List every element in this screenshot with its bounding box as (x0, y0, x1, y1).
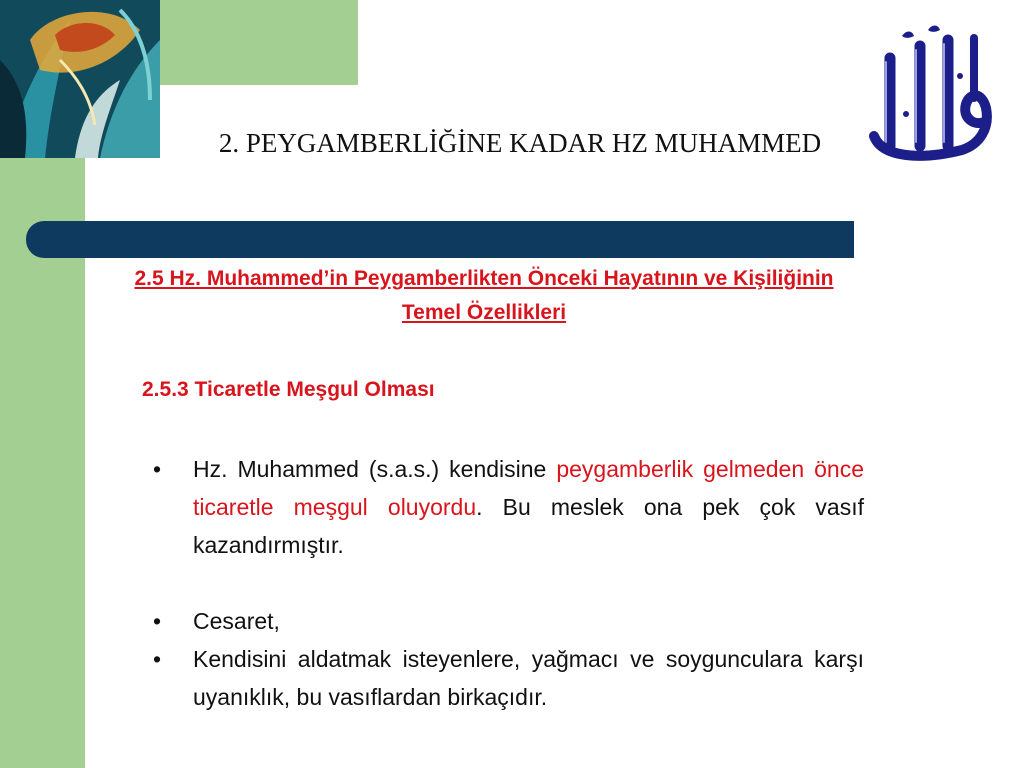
bullet-icon: • (153, 608, 162, 634)
bullet-list (150, 450, 864, 716)
bullet-text: Cesaret, (193, 608, 280, 634)
bullet-text-start: Hz. Muhammed (s.a.s.) kendisine (193, 456, 557, 482)
bullet-text-highlight: peygamberlik gelmeden önce ticaretle meşgul oluyordu (193, 456, 864, 520)
corner-art-image (0, 0, 160, 158)
bullet-icon: • (153, 456, 162, 482)
bullet-item (150, 640, 864, 716)
bullet-item (150, 450, 864, 564)
slide-subtitle: 2.5 Hz. Muhammed’in Peygamberlikten Önceki Hayatının ve Kişiliğinin Temel Özellikleri (134, 267, 834, 324)
bullet-item (150, 602, 864, 640)
bullet-text-end: . Bu meslek ona pek çok vasıf kazandırmıştır. (193, 494, 865, 558)
title-divider-bar (26, 221, 854, 258)
bullet-text: Kendisini aldatmak isteyenlere, yağmacı ve soygunculara karşı uyanıklık, bu vasıflardan birkaçıdır. (193, 646, 864, 710)
bullet-icon: • (153, 646, 162, 672)
slide-title: 2. PEYGAMBERLİĞİNE KADAR HZ MUHAMMED (218, 128, 822, 158)
section-heading: 2.5.3 Ticaretle Meşgul Olması (142, 378, 435, 401)
calligraphy-image (862, 18, 1002, 168)
